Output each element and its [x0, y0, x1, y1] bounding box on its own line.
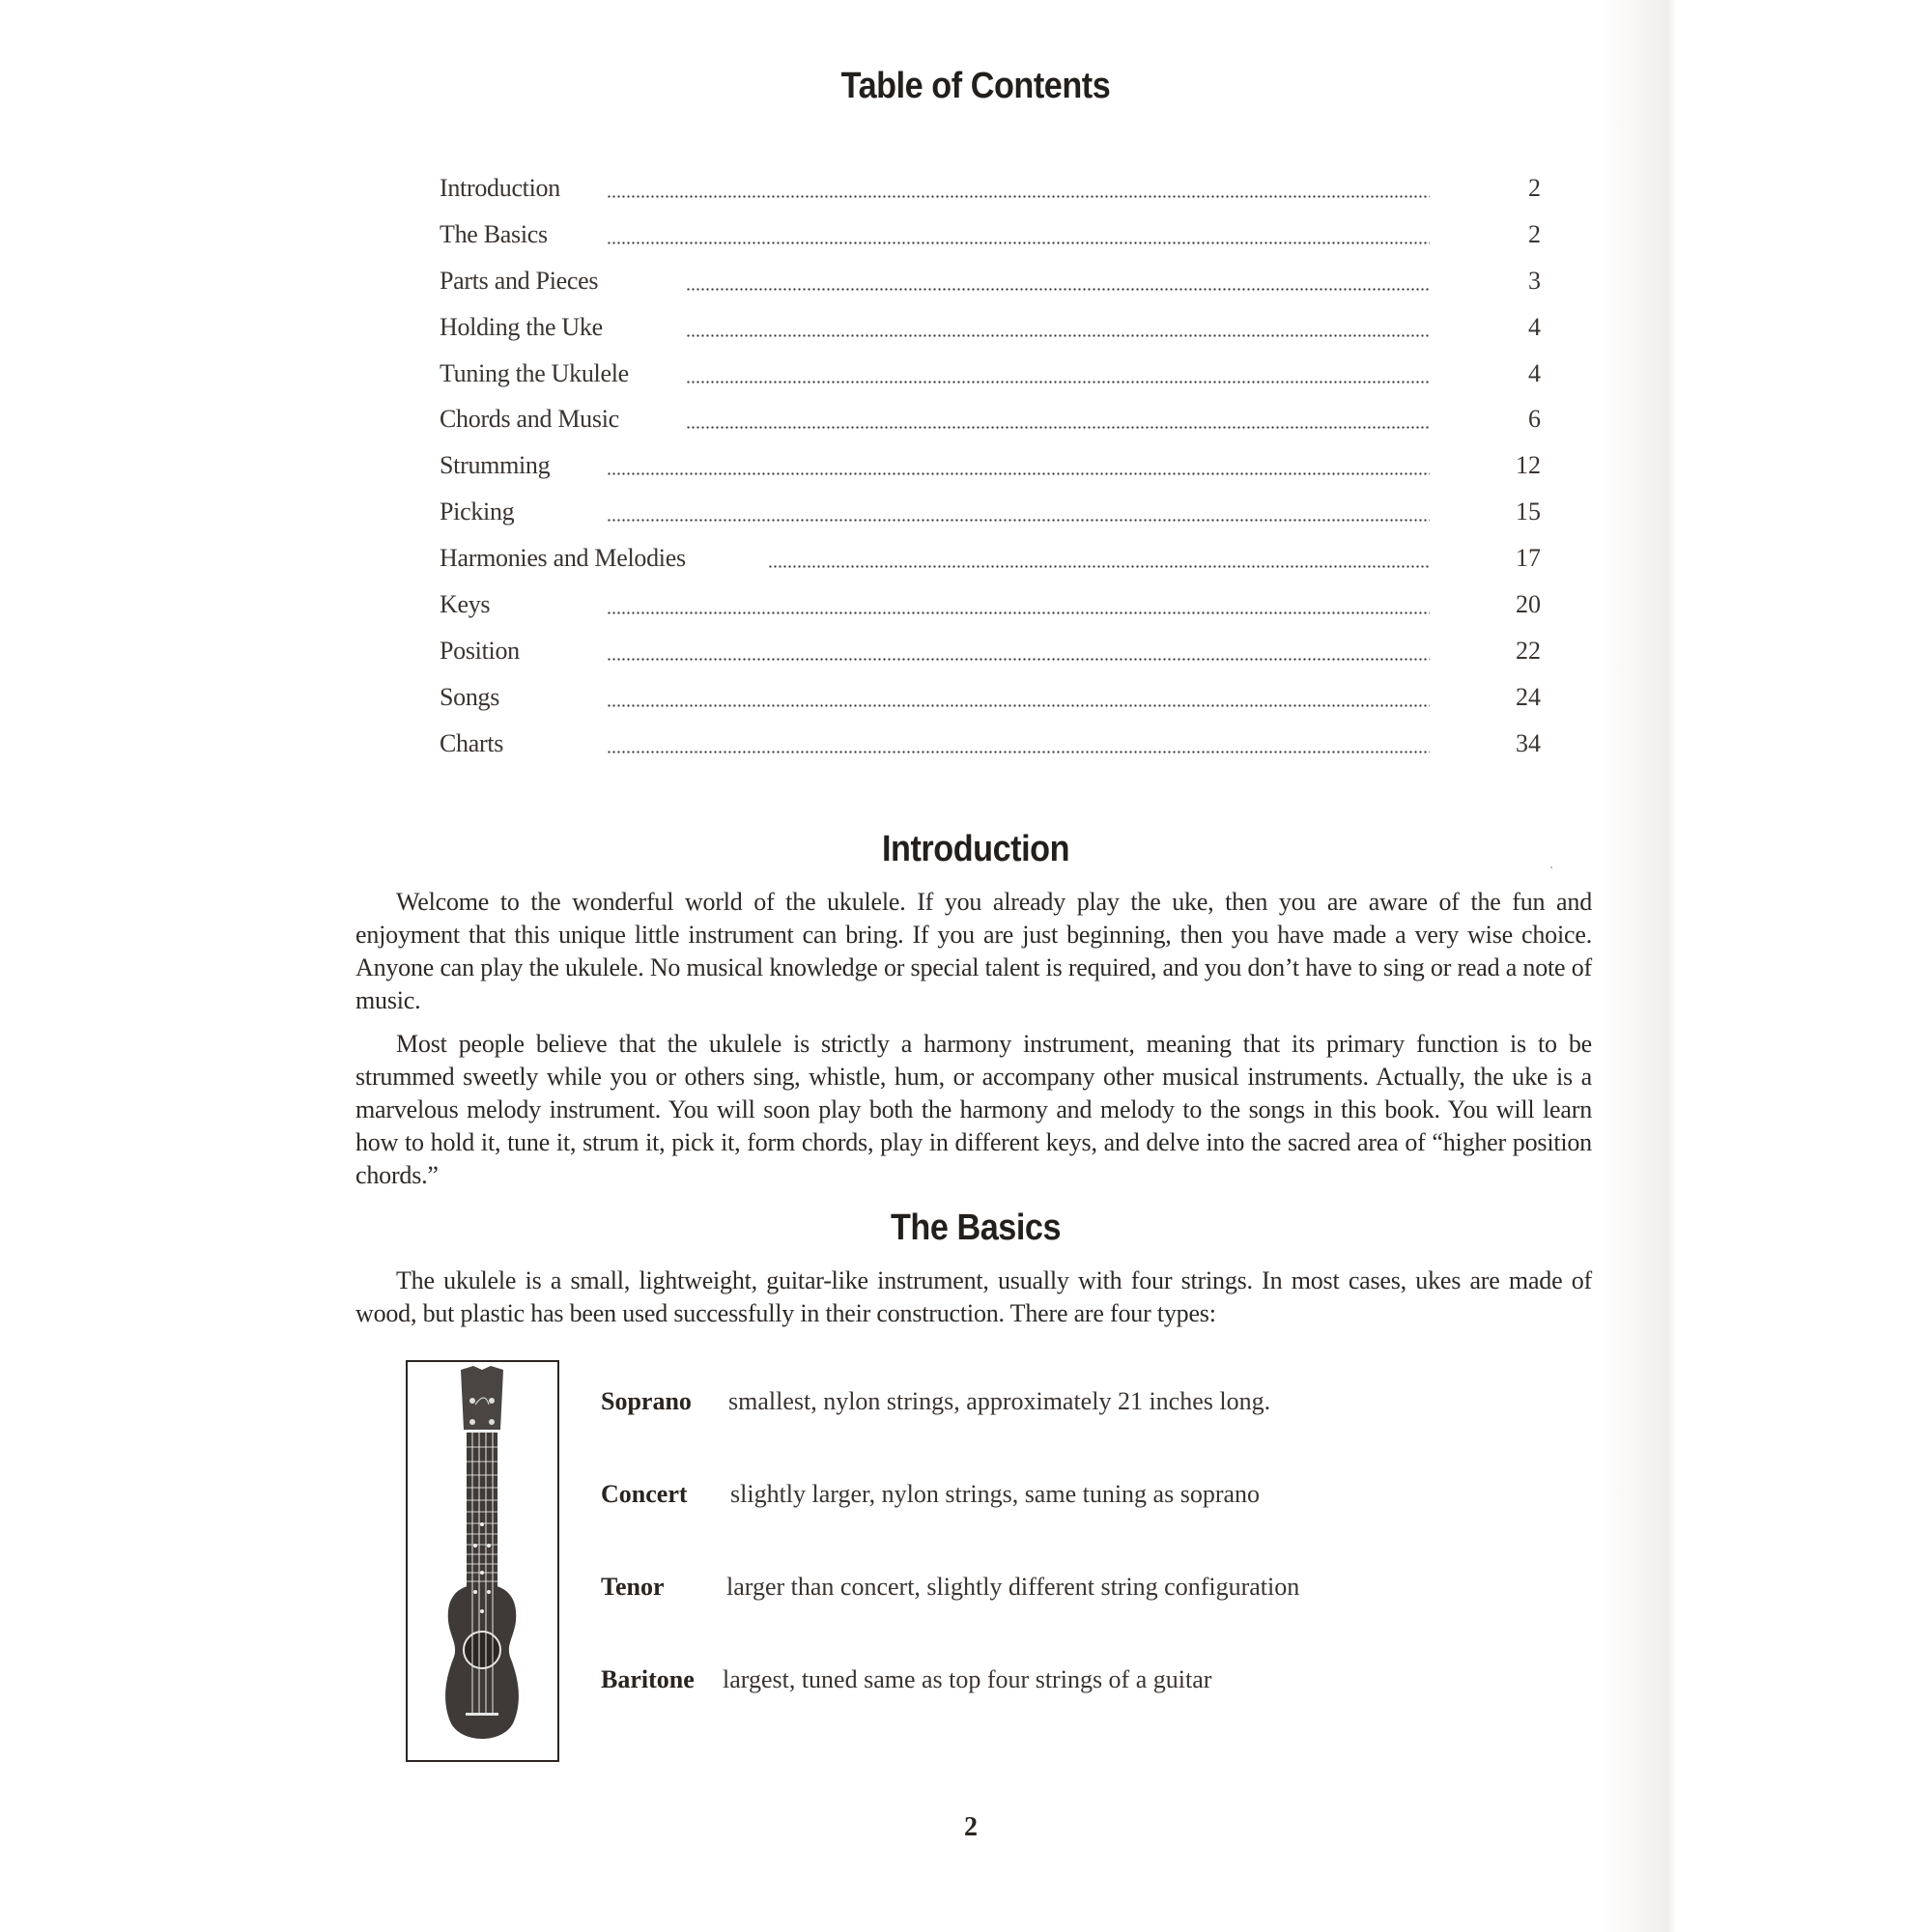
toc-entry: [440, 725, 1541, 772]
dot-leader: [607, 195, 1430, 198]
toc-entry-label: Harmonies and Melodies: [440, 544, 686, 573]
dot-leader: [607, 751, 1430, 753]
toc-entry-page: 17: [1516, 544, 1541, 573]
page-edge-shadow: [1599, 0, 1676, 1932]
toc-entry-page: 15: [1516, 497, 1541, 526]
basics-heading: The Basics: [890, 1208, 1062, 1248]
toc-entry-page: 2: [1528, 219, 1541, 248]
toc-entry-label: Holding the Uke: [440, 312, 603, 341]
ukulele-type-name: Concert: [601, 1480, 688, 1508]
toc-entry-page: 20: [1516, 590, 1541, 619]
ukulele-type-description: slightly larger, nylon strings, same tuning as soprano: [730, 1480, 1261, 1508]
introduction-heading: Introduction: [881, 829, 1070, 869]
toc-entry: [440, 355, 1541, 402]
ukulele-type-description: smallest, nylon strings, approximately 21 inches long.: [728, 1387, 1271, 1415]
toc-entry-page: 4: [1528, 358, 1541, 387]
toc-entry: [440, 401, 1541, 447]
page-number: 2: [964, 1812, 978, 1842]
toc-entry-page: 3: [1528, 266, 1541, 295]
dot-leader: [607, 519, 1430, 522]
dot-leader: [607, 472, 1430, 475]
dot-leader: [686, 288, 1430, 291]
toc-entry: [440, 447, 1541, 494]
dot-leader: [607, 242, 1430, 244]
toc-entry-label: The Basics: [440, 219, 548, 248]
toc-entry-label: Parts and Pieces: [440, 266, 599, 295]
toc-entry-page: 4: [1528, 312, 1541, 341]
ukulele-type-row: [601, 1480, 1470, 1573]
ukulele-types-list: [601, 1387, 1470, 1758]
toc-entry: [440, 170, 1541, 216]
toc-entry: [440, 263, 1541, 309]
ukulele-type-description: largest, tuned same as top four strings of a guitar: [723, 1665, 1212, 1693]
toc-title: Table of Contents: [840, 66, 1111, 106]
dot-leader: [686, 381, 1430, 384]
ukulele-type-name: Tenor: [601, 1573, 665, 1601]
ukulele-type-name: Baritone: [601, 1665, 695, 1693]
dot-leader: [768, 565, 1430, 568]
basics-body: [355, 1264, 1592, 1341]
toc-entry-page: 22: [1516, 636, 1541, 665]
dot-leader: [686, 334, 1430, 337]
toc-entry-label: Strumming: [440, 451, 551, 480]
ukulele-illustration-icon: [408, 1362, 557, 1760]
toc-entry: [440, 216, 1541, 263]
toc-entry-page: 12: [1516, 451, 1541, 480]
introduction-paragraph: Welcome to the wonderful world of the ukulele. If you already play the uke, then you are aware of the fun and enjoyment that this unique little instrument can bring. If you are just beginning, then you have made a very wise choice. Anyone can play the ukulele. No musical knowledge or special talent is required, and you don’t have to sing or read a note of music.: [355, 888, 1592, 1014]
toc-entry: [440, 679, 1541, 725]
ukulele-type-row: [601, 1665, 1470, 1758]
ukulele-type-name: Soprano: [601, 1387, 692, 1415]
ukulele-type-description: larger than concert, slightly different string configuration: [726, 1573, 1300, 1601]
toc-entry: [440, 540, 1541, 586]
dot-leader: [607, 611, 1430, 614]
toc-entry: [440, 586, 1541, 633]
toc-entry-label: Chords and Music: [440, 405, 619, 434]
dot-leader: [607, 704, 1430, 707]
dot-leader: [607, 658, 1430, 661]
toc-entry-page: 6: [1528, 405, 1541, 434]
ukulele-type-row: [601, 1387, 1470, 1480]
toc-entry: [440, 309, 1541, 355]
introduction-body: [355, 886, 1592, 1203]
introduction-paragraph: Most people believe that the ukulele is strictly a harmony instrument, meaning that its primary function is to be strummed sweetly while you or others sing, whistle, hum, or accompany other musical instruments. Actually, the uke is a marvelous melody instrument. You will soon play both the harmony and melody to the songs in this book. You will learn how to hold it, tune it, strum it, pick it, form chords, play in different keys, and delve into the sacred area of “higher position chords.”: [355, 1030, 1592, 1189]
toc-entry: [440, 633, 1541, 679]
toc-entry-page: 24: [1516, 682, 1541, 711]
ukulele-figure: [406, 1360, 559, 1762]
ukulele-type-row: [601, 1573, 1470, 1665]
toc-entry-label: Introduction: [440, 174, 560, 202]
toc-entry-label: Picking: [440, 497, 515, 526]
table-of-contents: [440, 170, 1541, 772]
toc-entry-label: Songs: [440, 682, 500, 711]
toc-entry-label: Position: [440, 636, 520, 665]
basics-paragraph: The ukulele is a small, lightweight, guitar-like instrument, usually with four strings. In most cases, ukes are made of wood, but plastic has been used successfully in their construction. There are four types:: [355, 1266, 1592, 1327]
toc-entry-label: Tuning the Ukulele: [440, 358, 629, 387]
scan-speck: [1550, 867, 1552, 868]
toc-entry-page: 2: [1528, 174, 1541, 202]
toc-entry-label: Keys: [440, 590, 491, 619]
toc-entry-page: 34: [1516, 728, 1541, 757]
dot-leader: [686, 426, 1430, 429]
toc-entry-label: Charts: [440, 728, 504, 757]
toc-entry: [440, 494, 1541, 540]
